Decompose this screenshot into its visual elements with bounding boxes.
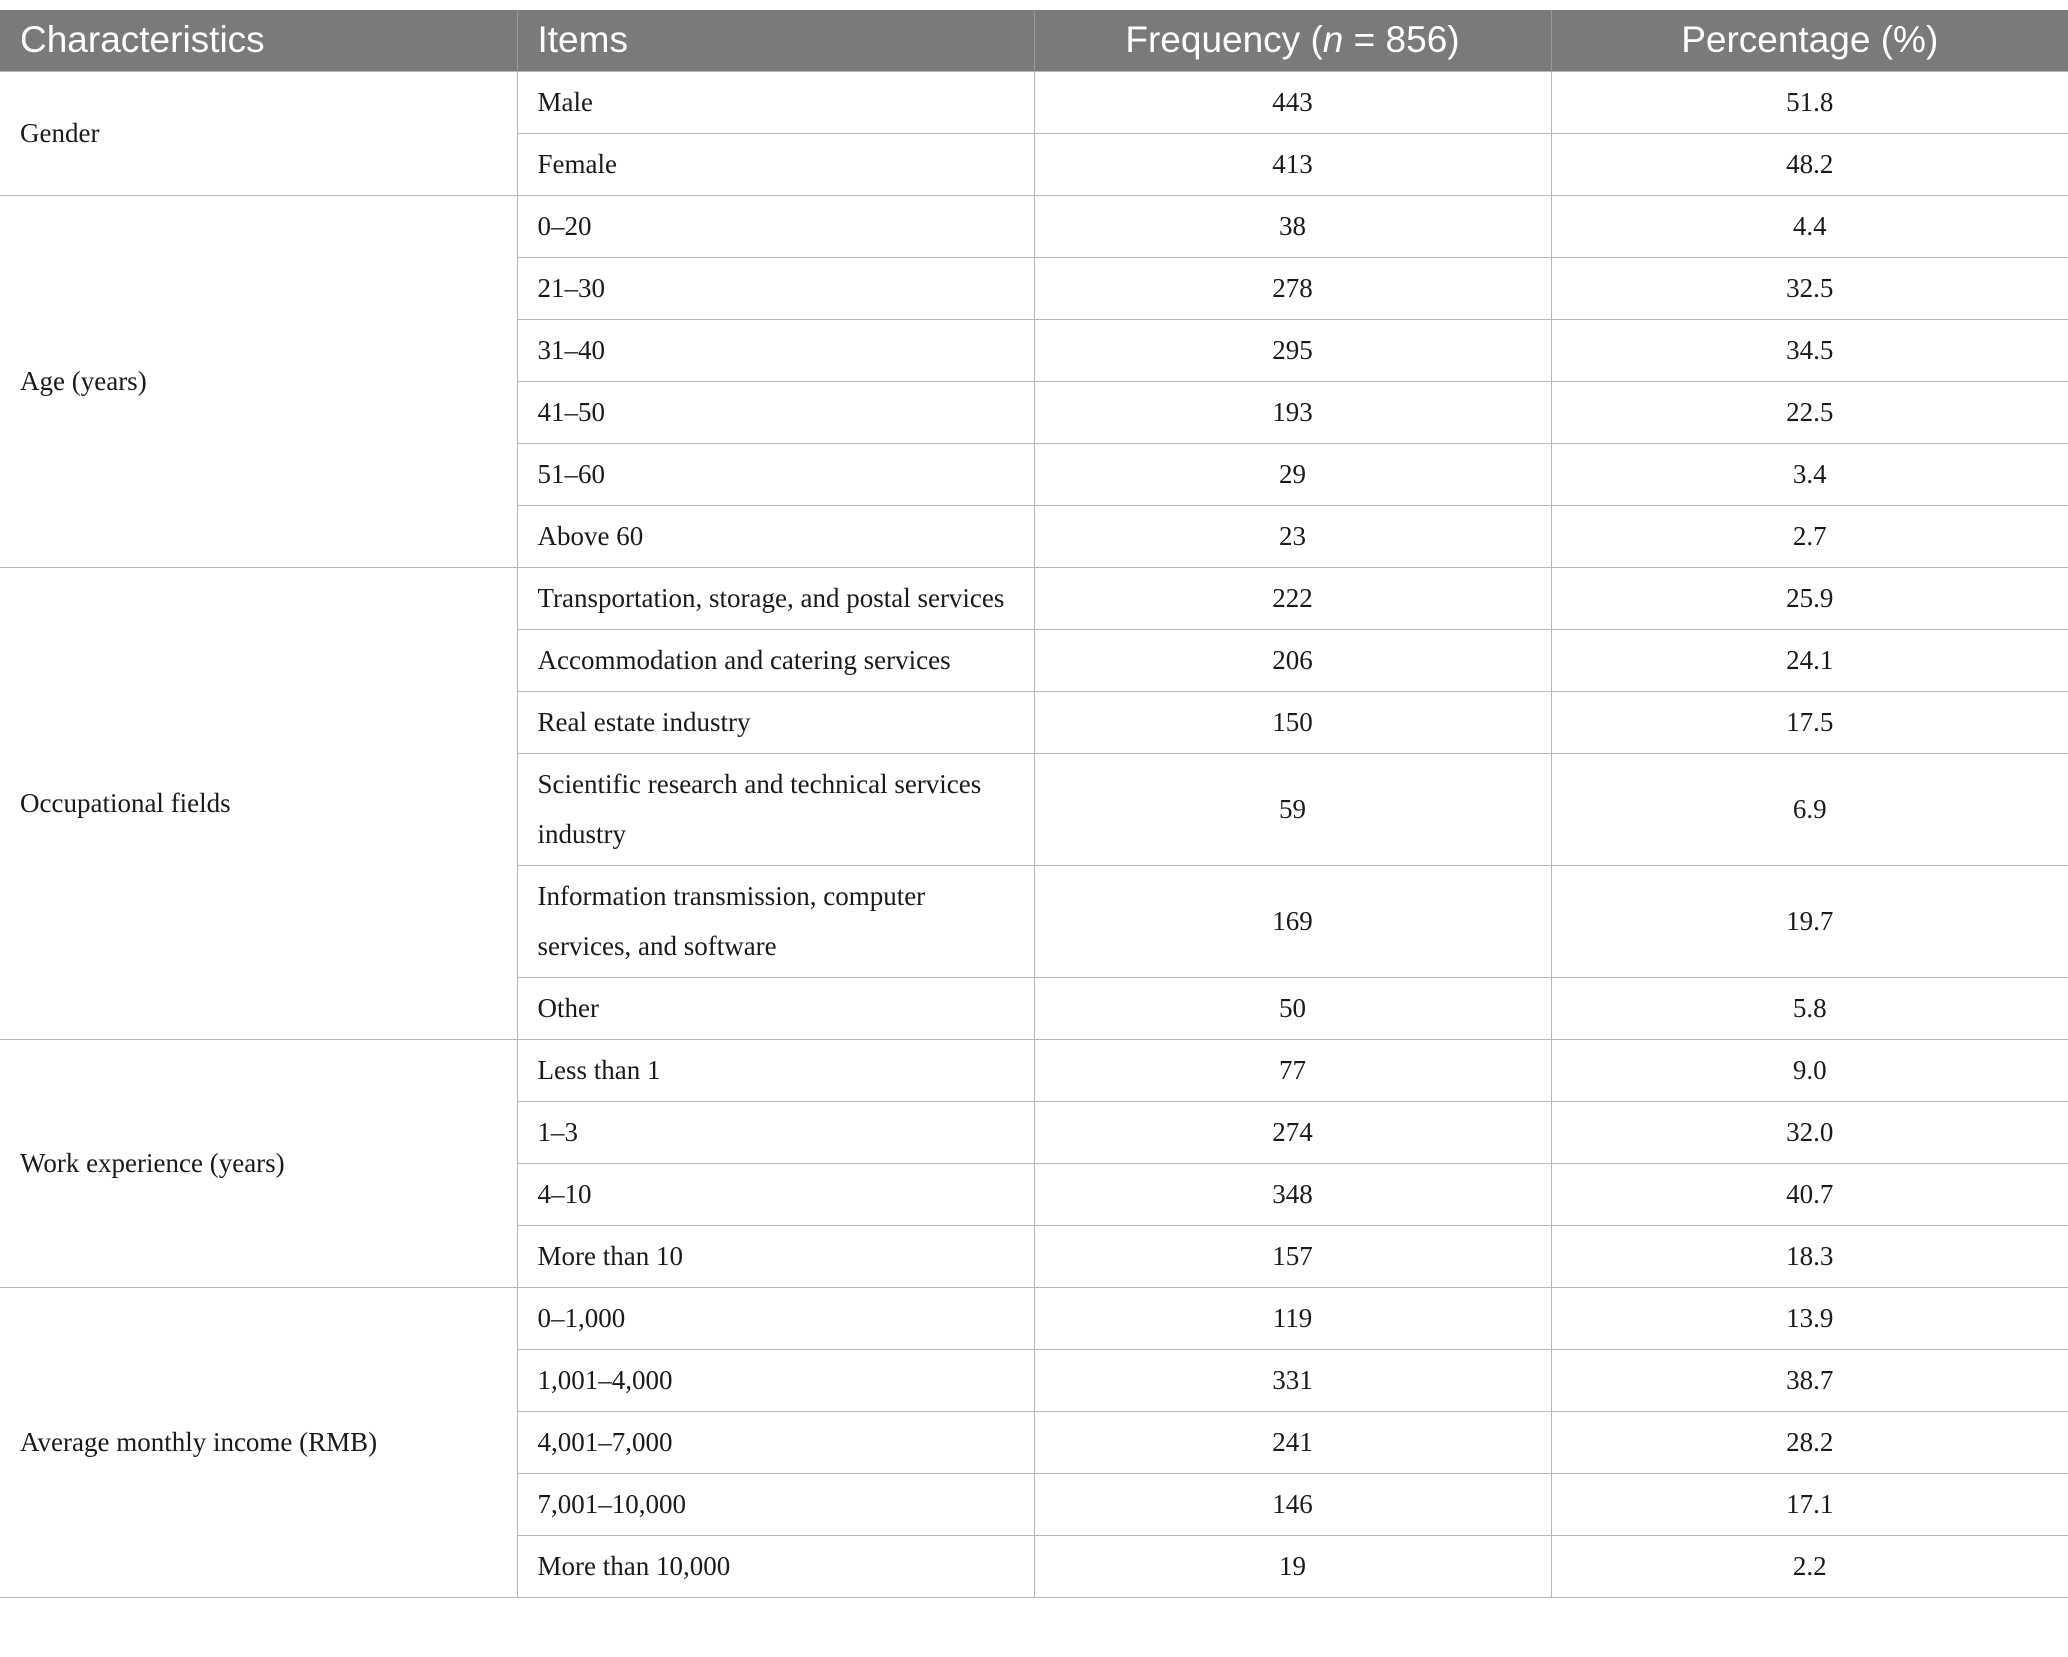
frequency-cell: 59	[1034, 753, 1551, 865]
characteristic-cell: Work experience (years)	[0, 1039, 517, 1287]
percentage-cell: 38.7	[1551, 1349, 2068, 1411]
item-cell: Female	[517, 133, 1034, 195]
frequency-cell: 150	[1034, 691, 1551, 753]
frequency-cell: 23	[1034, 505, 1551, 567]
frequency-cell: 119	[1034, 1287, 1551, 1349]
header-frequency-n: n	[1322, 19, 1344, 61]
item-cell: 41–50	[517, 381, 1034, 443]
frequency-cell: 295	[1034, 319, 1551, 381]
percentage-cell: 3.4	[1551, 443, 2068, 505]
characteristic-cell: Age (years)	[0, 195, 517, 567]
percentage-cell: 2.7	[1551, 505, 2068, 567]
frequency-cell: 77	[1034, 1039, 1551, 1101]
item-cell: Above 60	[517, 505, 1034, 567]
percentage-cell: 32.5	[1551, 257, 2068, 319]
item-cell: Other	[517, 977, 1034, 1039]
header-characteristics: Characteristics	[0, 5, 517, 71]
characteristic-cell: Occupational fields	[0, 567, 517, 1039]
item-cell: Scientific research and technical services industry	[517, 753, 1034, 865]
percentage-cell: 5.8	[1551, 977, 2068, 1039]
percentage-cell: 2.2	[1551, 1535, 2068, 1597]
item-cell: More than 10,000	[517, 1535, 1034, 1597]
item-cell: 4,001–7,000	[517, 1411, 1034, 1473]
item-cell: 1,001–4,000	[517, 1349, 1034, 1411]
frequency-cell: 38	[1034, 195, 1551, 257]
percentage-cell: 9.0	[1551, 1039, 2068, 1101]
characteristic-cell: Average monthly income (RMB)	[0, 1287, 517, 1597]
frequency-cell: 348	[1034, 1163, 1551, 1225]
percentage-cell: 32.0	[1551, 1101, 2068, 1163]
frequency-cell: 169	[1034, 865, 1551, 977]
header-percentage: Percentage (%)	[1551, 5, 2068, 71]
frequency-cell: 413	[1034, 133, 1551, 195]
frequency-cell: 443	[1034, 71, 1551, 133]
frequency-cell: 331	[1034, 1349, 1551, 1411]
percentage-cell: 51.8	[1551, 71, 2068, 133]
item-cell: Transportation, storage, and postal services	[517, 567, 1034, 629]
percentage-cell: 34.5	[1551, 319, 2068, 381]
percentage-cell: 48.2	[1551, 133, 2068, 195]
frequency-cell: 278	[1034, 257, 1551, 319]
table-row	[0, 71, 2068, 133]
item-cell: 51–60	[517, 443, 1034, 505]
table-row	[0, 195, 2068, 257]
percentage-cell: 19.7	[1551, 865, 2068, 977]
percentage-cell: 40.7	[1551, 1163, 2068, 1225]
item-cell: Real estate industry	[517, 691, 1034, 753]
frequency-cell: 157	[1034, 1225, 1551, 1287]
percentage-cell: 22.5	[1551, 381, 2068, 443]
header-frequency-prefix: Frequency (	[1125, 19, 1323, 61]
item-cell: 21–30	[517, 257, 1034, 319]
item-cell: Male	[517, 71, 1034, 133]
item-cell: Accommodation and catering services	[517, 629, 1034, 691]
percentage-cell: 18.3	[1551, 1225, 2068, 1287]
table-header	[0, 5, 2068, 71]
table-body	[0, 71, 2068, 1597]
frequency-cell: 206	[1034, 629, 1551, 691]
frequency-cell: 29	[1034, 443, 1551, 505]
percentage-cell: 24.1	[1551, 629, 2068, 691]
table-row	[0, 1287, 2068, 1349]
percentage-cell: 4.4	[1551, 195, 2068, 257]
item-cell: 1–3	[517, 1101, 1034, 1163]
item-cell: 4–10	[517, 1163, 1034, 1225]
item-cell: Less than 1	[517, 1039, 1034, 1101]
item-cell: 7,001–10,000	[517, 1473, 1034, 1535]
table-row	[0, 567, 2068, 629]
frequency-cell: 146	[1034, 1473, 1551, 1535]
table-row	[0, 1039, 2068, 1101]
frequency-cell: 274	[1034, 1101, 1551, 1163]
header-items: Items	[517, 5, 1034, 71]
item-cell: 0–1,000	[517, 1287, 1034, 1349]
frequency-cell: 222	[1034, 567, 1551, 629]
percentage-cell: 17.5	[1551, 691, 2068, 753]
item-cell: More than 10	[517, 1225, 1034, 1287]
item-cell: 0–20	[517, 195, 1034, 257]
header-row	[0, 5, 2068, 71]
percentage-cell: 17.1	[1551, 1473, 2068, 1535]
percentage-cell: 6.9	[1551, 753, 2068, 865]
item-cell: 31–40	[517, 319, 1034, 381]
header-frequency	[1034, 5, 1551, 71]
frequency-cell: 193	[1034, 381, 1551, 443]
item-cell: Information transmission, computer services, and software	[517, 865, 1034, 977]
frequency-cell: 50	[1034, 977, 1551, 1039]
percentage-cell: 13.9	[1551, 1287, 2068, 1349]
header-frequency-suffix: = 856)	[1343, 19, 1460, 61]
percentage-cell: 25.9	[1551, 567, 2068, 629]
frequency-cell: 19	[1034, 1535, 1551, 1597]
frequency-cell: 241	[1034, 1411, 1551, 1473]
characteristic-cell: Gender	[0, 71, 517, 195]
percentage-cell: 28.2	[1551, 1411, 2068, 1473]
